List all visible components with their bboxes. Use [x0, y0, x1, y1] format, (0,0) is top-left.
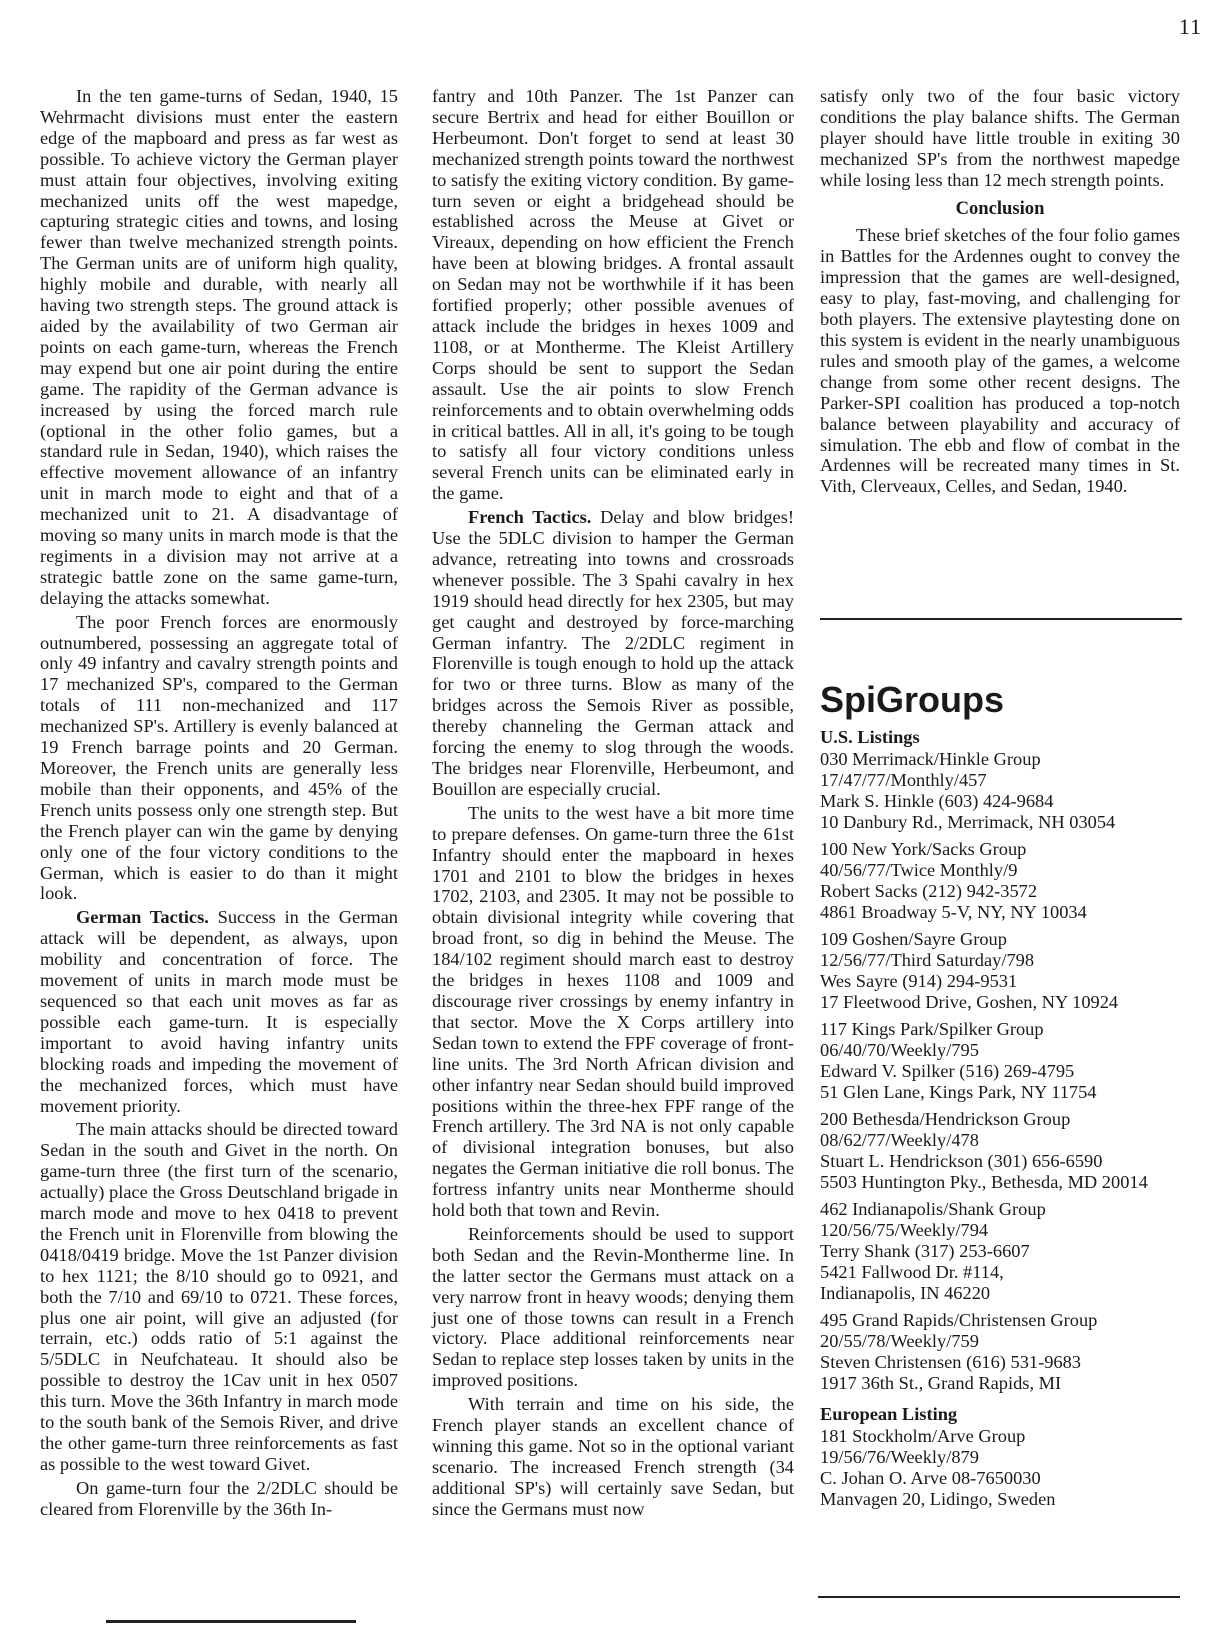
group-listing-line: Robert Sacks (212) 942-3572: [820, 881, 1038, 901]
paragraph-text: In the ten game-turns of Sedan, 1940, 15 Wehrmacht divisions must enter the eastern edge of the mapboard and press as far west as possible. To achieve victory the German player must attain four objectives, involving exiting mechanized units off the west mapedge, capturing strategic cities and towns, and losing fewer than twelve mechanized strength points. The German units are of uniform high quality, highly mobile and durable, with nearly all having two strength steps. The ground attack is aided by the availability of two German air points on each game-turn, whereas the French may expend but one air point during the entire game. The rapidity of the German advance is increased by using the forced march rule (optional in the other folio games, but a standard rule in Sedan, 1940), which raises the effective movement allowance of an infantry unit in march mode to eight and that of a mechanized unit to 21. A disadvantage of moving so many units in march mode is that the regiments in a division may not arrive at a strategic battle zone on the same game-turn, delaying the attacks somewhat.: [40, 86, 398, 608]
european-listings: [820, 1426, 1200, 1510]
paragraph-text: The poor French forces are enormously outnumbered, possessing an aggregate total of only 49 infantry and cavalry strength points and 17 mechanized SP's, compared to the German totals of 111 non-mechanized and 117 mechanized SP's. Artillery is evenly balanced at 19 French barrage points and 20 German. Moreover, the French units are generally less mobile than their opponents, and 45% of the French units possess only one strength step. But the French player can win the game by denying only one of the four victory conditions to the German, which is easier to do than it might look.: [40, 611, 398, 904]
article-paragraph: [432, 1394, 794, 1519]
paragraph-text: With terrain and time on his side, the French player stands an excellent chance of winning this game. Not so in the optional variant scenario. The increased French strength (34 additional SP's) will certainly save Sedan, but since the Germans must now: [432, 1394, 794, 1519]
article-column-middle: [432, 86, 794, 1520]
group-listing-line: Manvagen 20, Lidingo, Sweden: [820, 1489, 1056, 1509]
conclusion-heading: Conclusion: [955, 197, 1045, 219]
paragraph-text: fantry and 10th Panzer. The 1st Panzer can secure Bertrix and head for either Bouillon or Herbeumont. Don't forget to send at least 30 mechanized strength points toward the northwest to satisfy the exiting victory condition. By game-turn seven or eight a bridgehead should be established across the Meuse at Givet or Vireaux, depending on how efficient the French have been at blowing bridges. A frontal assault on Sedan may not be worthwhile if it has been fortified properly; other possible avenues of attack include the bridges in hexes 1009 and 1108, or at Montherme. The Kleist Artillery Corps should be sent to support the Sedan assault. Use the air points to slow French reinforcements and to obtain overwhelming odds in critical battles. All in all, it's going to be tough to satisfy all four victory conditions unless several French units can be eliminated early in the game.: [432, 86, 794, 504]
article-paragraph: [820, 86, 1180, 191]
group-listing-line: 109 Goshen/Sayre Group: [820, 929, 1007, 949]
group-listing-line: Edward V. Spilker (516) 269-4795: [820, 1061, 1075, 1081]
conclusion-paragraph: These brief sketches of the four folio games in Battles for the Ardennes ought to convey the impression that the games are well-designed, easy to play, fast-moving, and challenging for both players. The extensive playtesting done on this system is evident in the nearly unambiguous rules and smooth play of the games, a welcome change from some other recent designs. The Parker-SPI coalition has produced a top-notch balance between playability and accuracy of simulation. The ebb and flow of combat in the Ardennes will be recreated many times in St. Vith, Clerveaux, Celles, and Sedan, 1940.: [820, 225, 1180, 497]
section-divider-bottom: [818, 1596, 1180, 1598]
group-listing: [820, 929, 1200, 1013]
group-listing: [820, 1310, 1200, 1394]
paragraph-text: The main attacks should be directed toward Sedan in the south and Givet in the north. On game-turn three (the first turn of the scenario, actually) place the Gross Deutschland brigade in march mode and move to hex 0418 to prevent the French unit in Florenville from blowing the 0418/0419 bridge. Move the 1st Panzer division to hex 1121; the 8/10 should go to 0921, and both the 7/10 and 69/10 to 0721. These forces, plus one air point, will give an adjusted (for terrain, etc.) odds ratio of 5:1 against the 5/5DLC in Neufchateau. It should also be possible to destroy the 1Cav unit in hex 0507 this turn. Move the 36th Infantry in march mode to the south bank of the Semois River, and drive the other game-turn three reinforcements as fast as possible to the west toward Givet.: [40, 1119, 398, 1474]
spigroups-title: SpiGroups: [820, 679, 1005, 720]
article-paragraph: [432, 507, 794, 800]
group-listing-line: 5421 Fallwood Dr. #114,: [820, 1262, 1004, 1282]
footer-rule: [106, 1620, 356, 1623]
group-listing-line: 5503 Huntington Pky., Bethesda, MD 20014: [820, 1172, 1148, 1192]
section-runin-heading: French Tactics.: [468, 507, 592, 528]
group-listing: [820, 1199, 1200, 1304]
group-listing-line: 10 Danbury Rd., Merrimack, NH 03054: [820, 812, 1116, 832]
group-listing-line: 181 Stockholm/Arve Group: [820, 1426, 1026, 1446]
group-listing: [820, 1426, 1200, 1510]
group-listing: [820, 1109, 1200, 1193]
paragraph-text: On game-turn four the 2/2DLC should be cleared from Florenville by the 36th In-: [40, 1477, 398, 1519]
article-column-right-body: [820, 86, 1180, 191]
group-listing-line: 1917 36th St., Grand Rapids, MI: [820, 1373, 1062, 1393]
european-listing-heading: European Listing: [820, 1404, 958, 1424]
group-listing-line: 51 Glen Lane, Kings Park, NY 11754: [820, 1082, 1097, 1102]
paragraph-text: The units to the west have a bit more time to prepare defenses. On game-turn three the 61st Infantry should enter the mapboard in hexes 1701 and 2101 to blow the bridges in hexes 1702, 2103, and 2305. It may not be possible to obtain divisional integrity while covering that broad front, so dig in behind the Meuse. The 184/102 regiment should march east to destroy the bridges in hexes 1108 and 1009 and discourage river crossings by enemy infantry in that sector. Move the X Corps artillery into Sedan town to extend the FPF coverage of front-line units. The 3rd North African division and other infantry near Sedan should build improved positions within the three-hex FPF range of the French artillery. The 3rd NA is not only capable of divisional integration bonuses, but also negates the German initiative die roll bonus. The fortress infantry units near Montherme should hold both that town and Revin.: [432, 802, 794, 1221]
paragraph-text: Delay and blow bridges! Use the 5DLC division to hamper the German advance, retreating into towns and crossroads whenever possible. The 3 Spahi cavalry in hex 1919 should head directly for hex 2305, but may get caught and destroyed by force-marching German infantry. The 2/2DLC regiment in Florenville is tough enough to hold up the attack for two or three turns. Blow as many of the bridges across the Semois River as possible, thereby channeling the German attack and forcing the enemy to slog through the woods. The bridges near Florenville, Herbeumont, and Bouillon are especially crucial.: [432, 507, 794, 799]
section-runin-heading: German Tactics.: [76, 907, 209, 928]
group-listing-line: Wes Sayre (914) 294-9531: [820, 971, 1018, 991]
group-listing-line: 17/47/77/Monthly/457: [820, 770, 987, 790]
group-listing-line: 120/56/75/Weekly/794: [820, 1220, 989, 1240]
paragraph-text: satisfy only two of the four basic victory conditions the play balance shifts. The German player should have little trouble in exiting 30 mechanized SP's from the northwest mapedge while losing less than 12 mech strength points.: [820, 86, 1180, 190]
group-listing-line: 06/40/70/Weekly/795: [820, 1040, 979, 1060]
group-listing: [820, 839, 1200, 923]
us-listings-heading: U.S. Listings: [820, 727, 920, 747]
group-listing-line: Indianapolis, IN 46220: [820, 1283, 991, 1303]
group-listing-line: 100 New York/Sacks Group: [820, 839, 1027, 859]
article-paragraph: [432, 1224, 794, 1391]
group-listing-line: 4861 Broadway 5-V, NY, NY 10034: [820, 902, 1087, 922]
page-number: 11: [1178, 14, 1202, 39]
paragraph-text: Reinforcements should be used to support both Sedan and the Revin-Montherme line. In the latter sector the Germans must attack on a very narrow front in heavy woods; denying them just one of those towns can result in a French victory. Place additional reinforcements near Sedan to replace step losses taken by units in the improved positions.: [432, 1223, 794, 1391]
group-listing-line: 495 Grand Rapids/Christensen Group: [820, 1310, 1098, 1330]
article-paragraph: [40, 1478, 398, 1520]
article-paragraph: [432, 803, 794, 1221]
us-listings: [820, 749, 1200, 1394]
group-listing-line: 20/55/78/Weekly/759: [820, 1331, 979, 1351]
article-paragraph: [432, 86, 794, 504]
group-listing-line: 462 Indianapolis/Shank Group: [820, 1199, 1046, 1219]
group-listing: [820, 1019, 1200, 1103]
group-listing-line: C. Johan O. Arve 08-7650030: [820, 1468, 1041, 1488]
article-column-left: [40, 86, 398, 1520]
group-listing-line: Mark S. Hinkle (603) 424-9684: [820, 791, 1054, 811]
group-listing-line: Terry Shank (317) 253-6607: [820, 1241, 1030, 1261]
article-paragraph: [40, 1119, 398, 1474]
group-listing-line: 200 Bethesda/Hendrickson Group: [820, 1109, 1071, 1129]
group-listing-line: 08/62/77/Weekly/478: [820, 1130, 979, 1150]
article-column-right: [820, 86, 1180, 497]
article-paragraph: [40, 86, 398, 609]
group-listing-line: Stuart L. Hendrickson (301) 656-6590: [820, 1151, 1103, 1171]
group-listing-line: Steven Christensen (616) 531-9683: [820, 1352, 1082, 1372]
group-listing-line: 19/56/76/Weekly/879: [820, 1447, 979, 1467]
group-listing-line: 12/56/77/Third Saturday/798: [820, 950, 1035, 970]
group-listing: [820, 749, 1200, 833]
paragraph-text: Success in the German attack will be dependent, as always, upon mobility and concentration of force. The movement of units in march mode must be sequenced so that each unit moves as far as possible each game-turn. It is especially important to avoid having infantry units blocking roads and impeding the movement of the mechanized forces, which must have movement priority.: [40, 907, 398, 1116]
spigroups-section: [820, 680, 1200, 1516]
group-listing-line: 030 Merrimack/Hinkle Group: [820, 749, 1041, 769]
section-divider-top: [820, 618, 1182, 620]
article-paragraph: [40, 907, 398, 1116]
group-listing-line: 117 Kings Park/Spilker Group: [820, 1019, 1044, 1039]
group-listing-line: 40/56/77/Twice Monthly/9: [820, 860, 1018, 880]
article-paragraph: [40, 612, 398, 905]
group-listing-line: 17 Fleetwood Drive, Goshen, NY 10924: [820, 992, 1119, 1012]
